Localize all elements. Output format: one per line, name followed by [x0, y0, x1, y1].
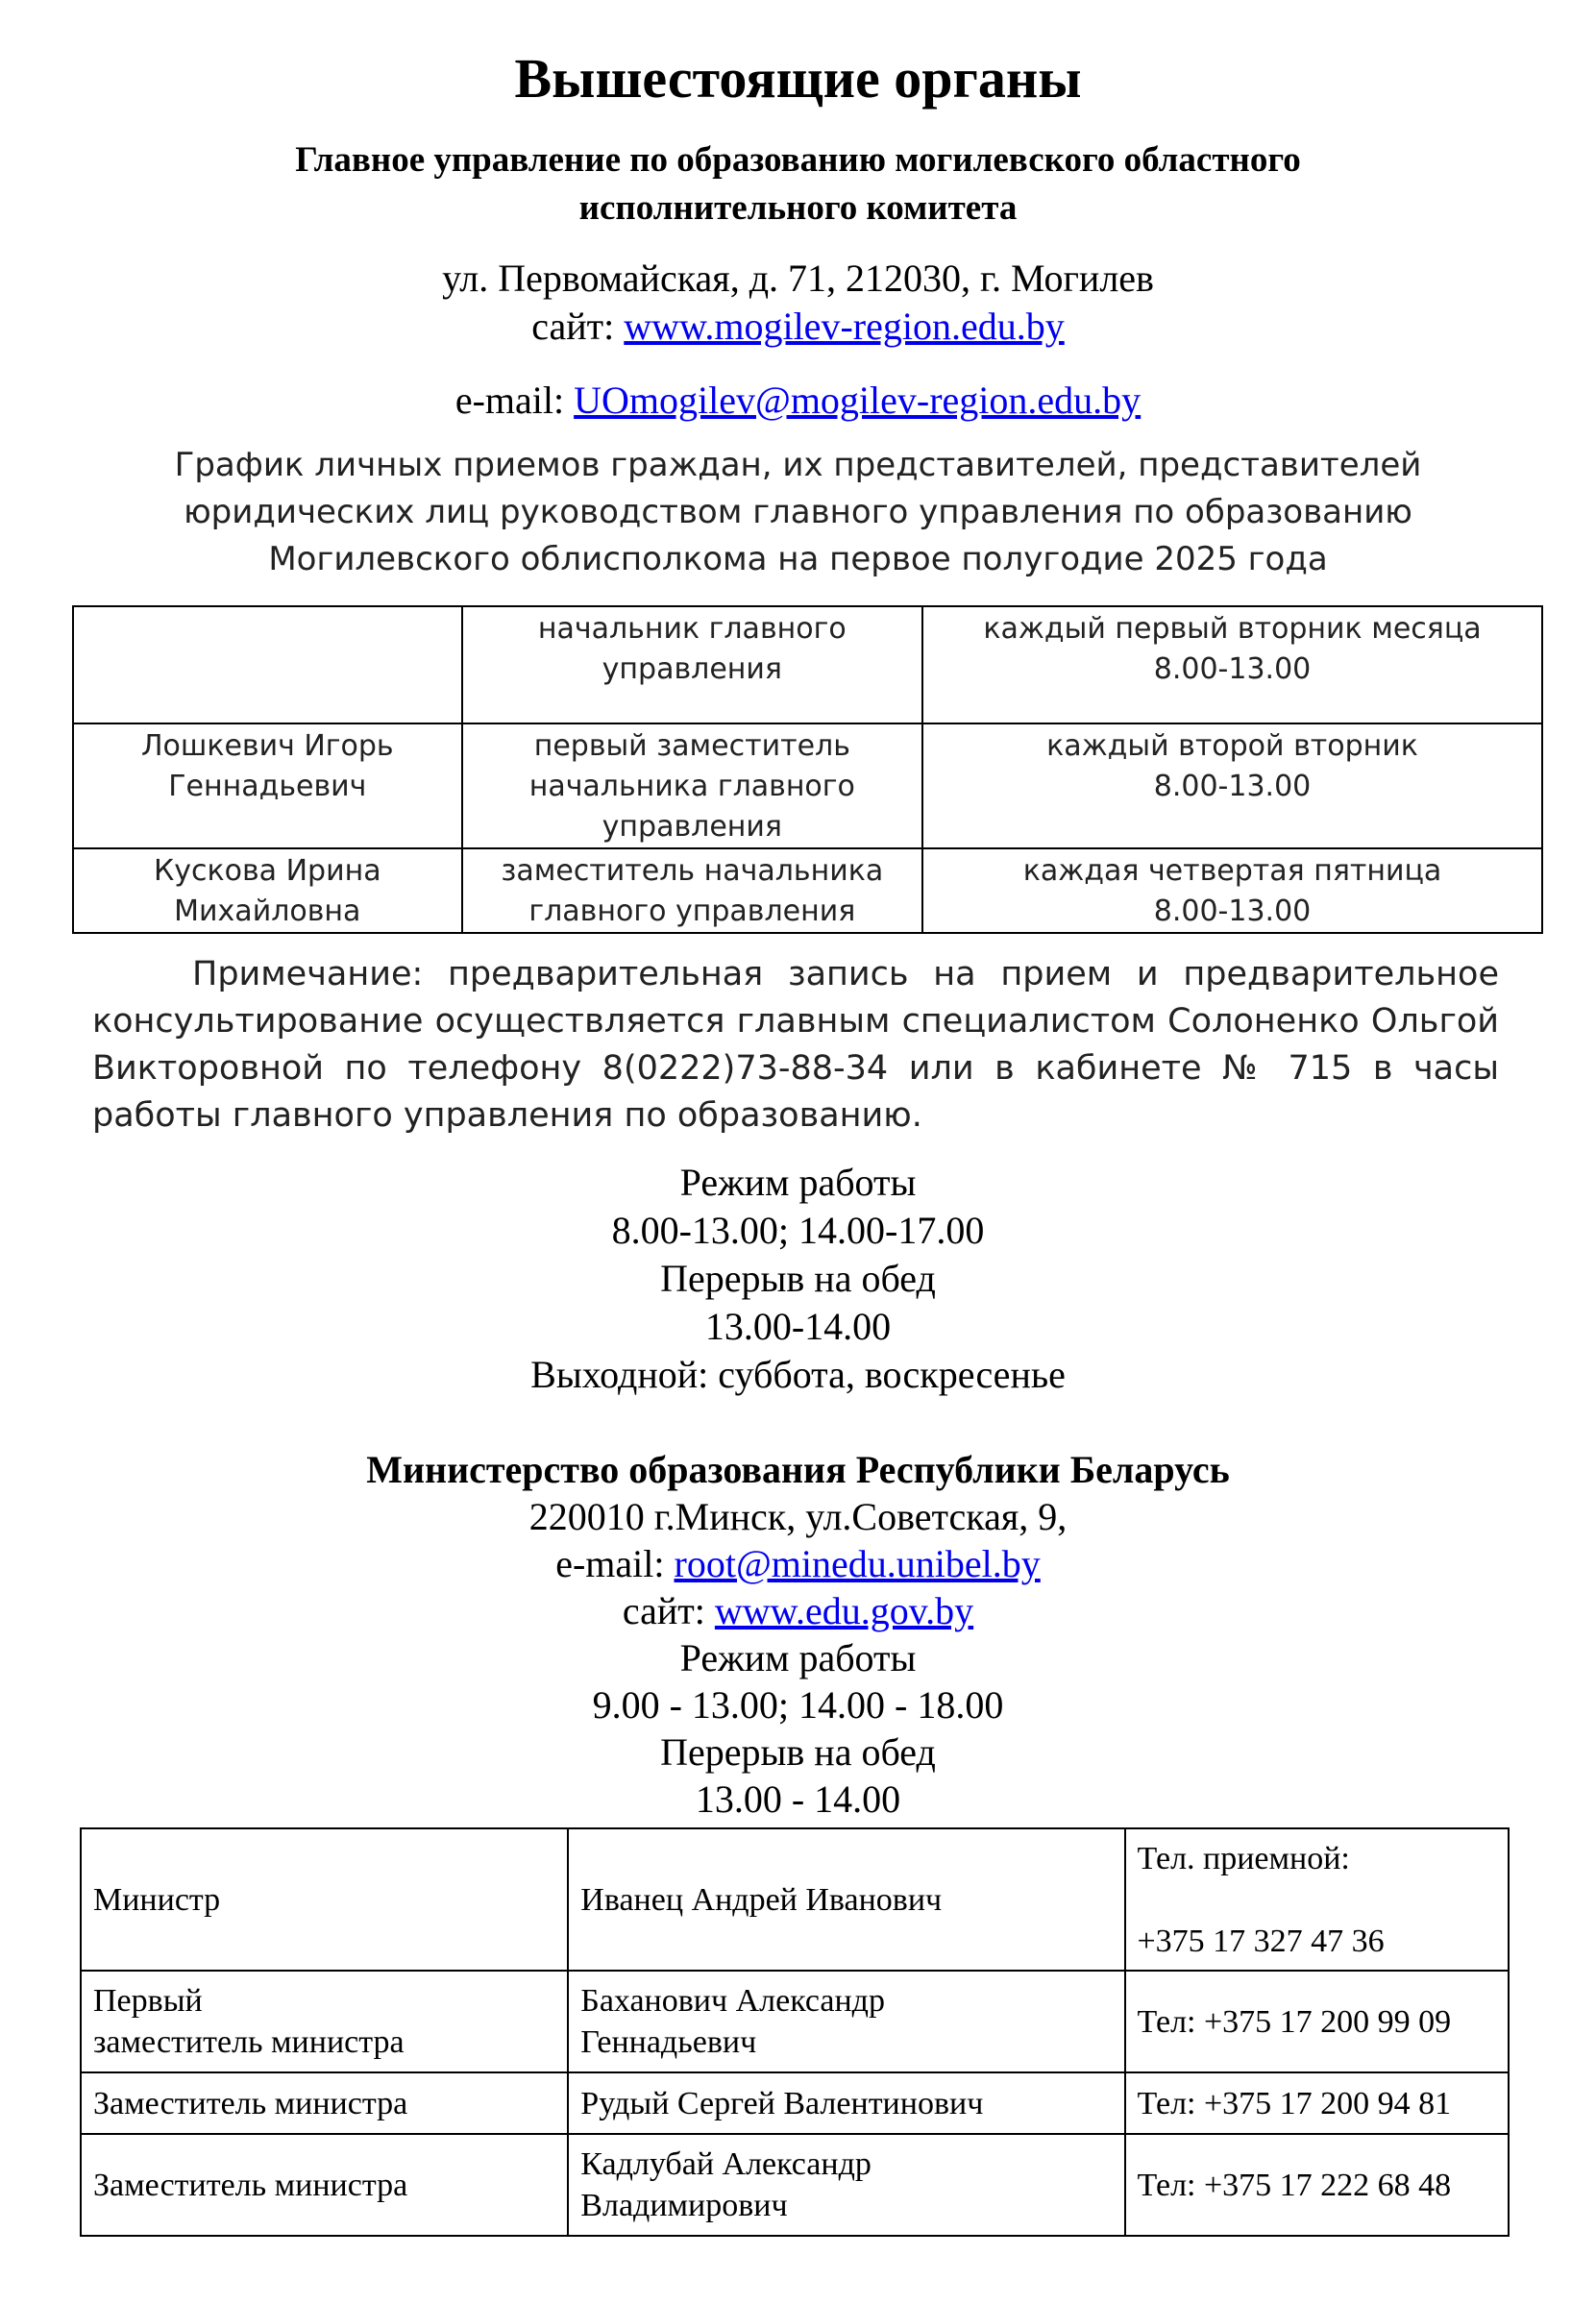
days-off: Выходной: суббота, воскресенье	[530, 1353, 1066, 1396]
official-name-cell	[568, 1828, 1124, 1971]
regional-office-contacts	[0, 255, 1596, 351]
ministry-email-link[interactable]: root@minedu.unibel.by	[674, 1542, 1041, 1585]
table-row	[81, 2072, 1509, 2134]
position-line1: начальник главного	[537, 612, 847, 646]
official-position-cell	[462, 723, 922, 848]
official-position-cell	[462, 848, 922, 933]
name-line2: Геннадьевич	[580, 2024, 757, 2060]
ministry-site-link[interactable]: www.edu.gov.by	[714, 1589, 974, 1632]
page-title: Вышестоящие органы	[514, 47, 1082, 110]
position-line3: управления	[602, 810, 782, 844]
ministry-section	[0, 1446, 1596, 1823]
position-line2: начальника главного	[528, 770, 855, 803]
name-line1: Кадлубай Александр	[580, 2146, 872, 2182]
work-hours: 8.00-13.00; 14.00-17.00	[611, 1209, 985, 1252]
table-row	[81, 1971, 1509, 2072]
phone-line1: Тел: +375 17 222 68 48	[1137, 2167, 1452, 2203]
schedule-line1: каждая четвертая пятница	[1022, 854, 1442, 888]
email-label: e-mail:	[454, 379, 565, 422]
regional-office-address: ул. Первомайская, д. 71, 212030, г. Могилев	[442, 257, 1154, 300]
phone-line2: +375 17 327 47 36	[1137, 1923, 1385, 1959]
official-name-cell	[73, 723, 462, 848]
regional-office-name	[0, 136, 1596, 233]
role-line1: Первый	[93, 1983, 203, 2019]
work-mode-label: Режим работы	[679, 1636, 917, 1679]
schedule-line1: каждый второй вторник	[1046, 729, 1418, 763]
schedule-line2: 8.00-13.00	[1153, 770, 1312, 803]
table-row	[81, 2134, 1509, 2236]
official-name-line2: Михайловна	[174, 895, 361, 928]
reception-time-cell	[922, 723, 1542, 848]
regional-office-hours	[0, 1159, 1596, 1399]
reception-schedule-table	[72, 605, 1543, 934]
table-row	[73, 848, 1542, 933]
position-line1: заместитель начальника	[501, 854, 884, 888]
role-line1: Министр	[93, 1881, 221, 1918]
phone-line1: Тел: +375 17 200 94 81	[1137, 2085, 1452, 2121]
regional-office-site-link[interactable]: www.mogilev-region.edu.by	[624, 305, 1065, 348]
lunch-label: Перерыв на обед	[660, 1730, 936, 1774]
schedule-heading-line3: Могилевского облисполкома на первое полугодие 2025 года	[268, 540, 1328, 578]
regional-office-name-line1: Главное управление по образованию могилевского областного	[295, 140, 1301, 180]
position-line2: главного управления	[528, 895, 856, 928]
reception-time-cell	[922, 848, 1542, 933]
lunch-hours: 13.00-14.00	[704, 1305, 892, 1348]
name-line1: Баханович Александр	[580, 1983, 885, 2019]
official-name-cell	[568, 1971, 1124, 2072]
table-row	[81, 1828, 1509, 1971]
official-name-line2: Геннадьевич	[168, 770, 367, 803]
reception-time-cell	[922, 606, 1542, 723]
lunch-label: Перерыв на обед	[660, 1257, 936, 1300]
official-role-cell	[81, 2134, 568, 2236]
regional-office-email	[0, 377, 1596, 425]
schedule-line2: 8.00-13.00	[1153, 652, 1312, 686]
phone-line1: Тел. приемной:	[1137, 1840, 1350, 1876]
official-name-line1: Кускова Ирина	[153, 854, 381, 888]
position-line2: управления	[602, 652, 782, 686]
reception-schedule-heading	[0, 442, 1596, 583]
schedule-heading-line1: График личных приемов граждан, их представителей, представителей	[174, 446, 1422, 484]
name-line1: Иванец Андрей Иванович	[580, 1881, 943, 1918]
schedule-heading-line2: юридических лиц руководством главного управления по образованию	[184, 493, 1412, 531]
official-phone-cell	[1125, 1971, 1510, 2072]
table-row	[73, 606, 1542, 723]
ministry-address: 220010 г.Минск, ул.Советская, 9,	[528, 1495, 1068, 1538]
official-name-cell	[568, 2134, 1124, 2236]
official-role-cell	[81, 1828, 568, 1971]
official-phone-cell	[1125, 2134, 1510, 2236]
role-line2: заместитель министра	[93, 2024, 405, 2060]
ministry-officials-table	[80, 1827, 1510, 2237]
official-role-cell	[81, 2072, 568, 2134]
lunch-hours: 13.00 - 14.00	[695, 1777, 901, 1821]
work-hours: 9.00 - 13.00; 14.00 - 18.00	[592, 1683, 1004, 1727]
schedule-line1: каждый первый вторник месяца	[983, 612, 1482, 646]
role-line1: Заместитель министра	[93, 2167, 408, 2203]
name-line2: Владимирович	[580, 2188, 788, 2223]
official-name-line1: Лошкевич Игорь	[140, 729, 394, 763]
official-name-cell	[568, 2072, 1124, 2134]
regional-office-email-link[interactable]: UOmogilev@mogilev-region.edu.by	[574, 379, 1142, 422]
table-row	[73, 723, 1542, 848]
official-name-cell	[73, 848, 462, 933]
official-phone-cell	[1125, 1828, 1510, 1971]
schedule-line2: 8.00-13.00	[1153, 895, 1312, 928]
official-name-cell	[73, 606, 462, 723]
email-label: e-mail:	[555, 1542, 665, 1585]
name-line1: Рудый Сергей Валентинович	[580, 2085, 984, 2121]
regional-office-site	[0, 303, 1596, 351]
ministry-email	[0, 1540, 1596, 1587]
appointment-note: Примечание: предварительная запись на прием и предварительное консультирование осуществляется главным специалистом Солоненко Ольгой Викторовной по телефону 8(0222)73-88-34 или в кабинете № 715 в часы работы главного управления по образованию.	[92, 955, 1499, 1135]
official-phone-cell	[1125, 2072, 1510, 2134]
official-position-cell	[462, 606, 922, 723]
site-label: сайт:	[622, 1589, 705, 1632]
role-line1: Заместитель министра	[93, 2085, 408, 2121]
site-label: сайт:	[531, 305, 615, 348]
ministry-name: Министерство образования Республики Беларусь	[366, 1448, 1230, 1491]
regional-office-name-line2: исполнительного комитета	[578, 188, 1018, 228]
official-role-cell	[81, 1971, 568, 2072]
work-mode-label: Режим работы	[679, 1161, 917, 1204]
ministry-site	[0, 1587, 1596, 1634]
phone-line1: Тел: +375 17 200 99 09	[1137, 2003, 1452, 2040]
position-line1: первый заместитель	[533, 729, 850, 763]
